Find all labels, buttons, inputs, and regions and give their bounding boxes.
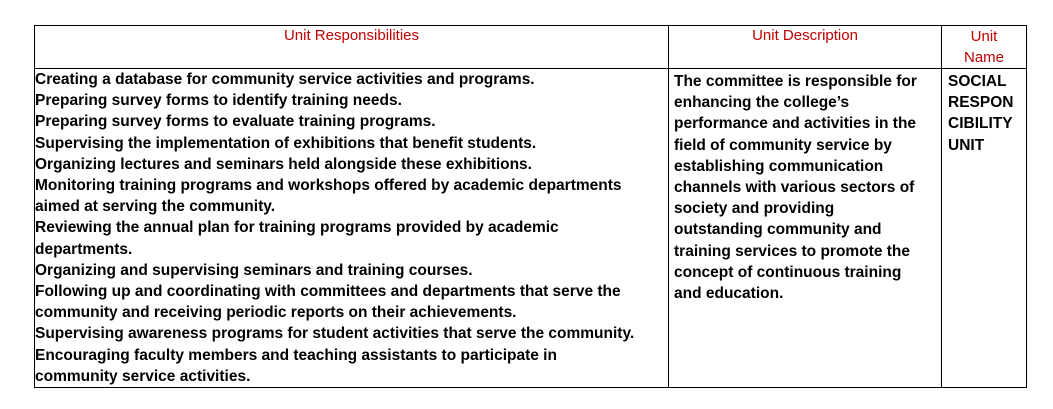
responsibility-line: Preparing survey forms to identify training needs.: [35, 92, 402, 110]
unit-name-line: CIBILITY: [948, 115, 1013, 133]
header-unit-description: Unit Description: [669, 26, 942, 69]
responsibility-line: aimed at serving the community.: [35, 198, 276, 216]
responsibility-line: Encouraging faculty members and teaching assistants to participate in: [35, 346, 557, 364]
unit-table: [34, 25, 1027, 388]
description-line: concept of continuous training: [674, 263, 902, 281]
responsibility-line: Organizing lectures and seminars held alongside these exhibitions.: [35, 155, 532, 173]
responsibility-line: Supervising awareness programs for student activities that serve the community.: [35, 325, 635, 343]
unit-name-text: [942, 69, 1026, 156]
responsibility-line: Reviewing the annual plan for training programs provided by academic: [35, 219, 559, 237]
unit-name-line: RESPON: [948, 94, 1014, 112]
responsibility-line: departments.: [35, 240, 133, 258]
header-row: [35, 26, 1027, 69]
content-row: [35, 69, 1027, 388]
description-line: society and providing: [674, 200, 835, 218]
responsibility-line: Following up and coordinating with committees and departments that serve the: [35, 283, 621, 301]
responsibilities-list: [35, 69, 668, 387]
header-unit-name: [942, 26, 1027, 69]
description-line: performance and activities in the: [674, 115, 917, 133]
responsibilities-cell: [35, 69, 669, 388]
description-line: channels with various sectors of: [674, 179, 915, 197]
description-text: [669, 69, 941, 304]
description-line: establishing communication: [674, 157, 884, 175]
unit-name-line: UNIT: [948, 136, 985, 154]
responsibility-line: Organizing and supervising seminars and training courses.: [35, 261, 473, 279]
description-line: training services to promote the: [674, 242, 910, 260]
description-line: and education.: [674, 285, 784, 303]
header-unit-name-line-2: Name: [963, 49, 1004, 66]
description-line: enhancing the college’s: [674, 94, 850, 112]
description-cell: [669, 69, 942, 388]
responsibility-line: community service activities.: [35, 367, 251, 385]
unit-name-line: SOCIAL: [948, 73, 1007, 90]
responsibility-line: Creating a database for community service activities and programs.: [35, 71, 535, 88]
responsibility-line: community and receiving periodic reports on their achievements.: [35, 304, 517, 322]
description-line: field of community service by: [674, 136, 892, 154]
description-line: outstanding community and: [674, 221, 882, 239]
responsibility-line: Monitoring training programs and workshops offered by academic departments: [35, 177, 622, 195]
unit-name-cell: [942, 69, 1027, 388]
header-unit-responsibilities: Unit Responsibilities: [35, 26, 669, 69]
responsibility-line: Preparing survey forms to evaluate training programs.: [35, 113, 436, 131]
header-unit-name-line-1: Unit: [970, 28, 998, 45]
responsibility-line: Supervising the implementation of exhibitions that benefit students.: [35, 134, 537, 152]
description-line: The committee is responsible for: [674, 73, 917, 90]
